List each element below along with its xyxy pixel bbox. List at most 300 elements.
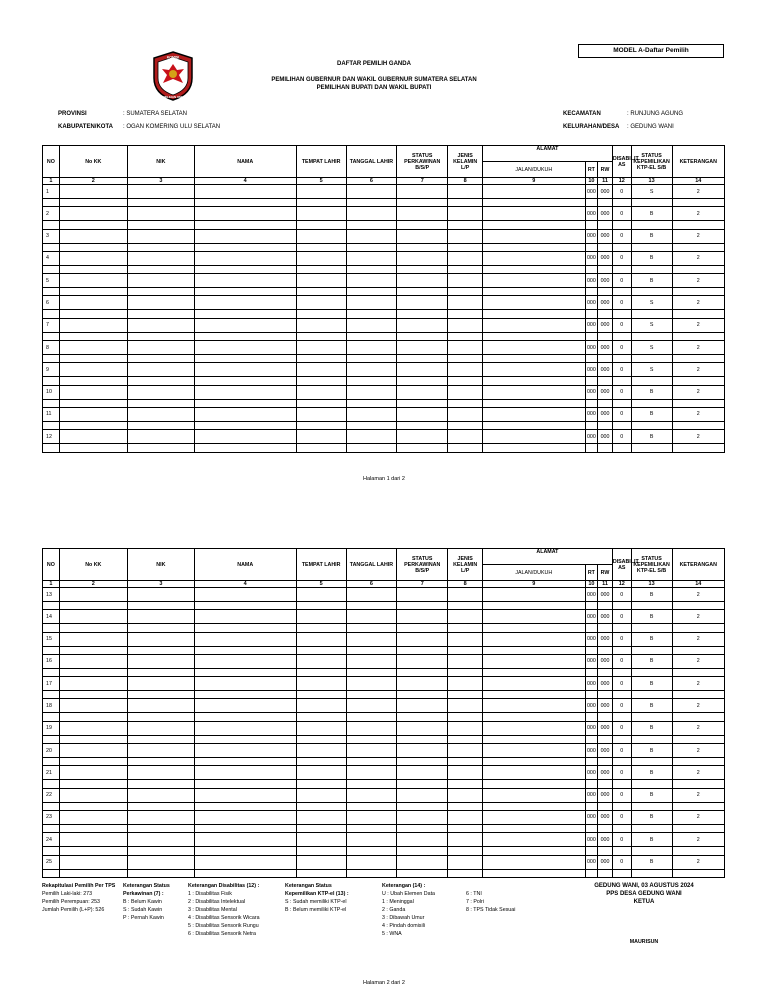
- row-spacer: [59, 691, 127, 699]
- col-keterangan: KETERANGAN: [672, 146, 724, 178]
- row-rt: 000: [585, 632, 598, 646]
- row-jalan-dukuh: [482, 407, 585, 421]
- row-spacer: [598, 780, 613, 788]
- row-disabilitas: 0: [612, 341, 631, 355]
- row-spacer: [346, 221, 396, 229]
- model-label: MODEL A-Daftar Pemilih: [578, 44, 724, 58]
- row-nik: [127, 296, 194, 310]
- row-tanggal-lahir: [346, 229, 396, 243]
- row-spacer: [598, 265, 613, 273]
- row-spacer: [59, 399, 127, 407]
- row-spacer: [598, 869, 613, 877]
- voter-table-page-1: [42, 145, 725, 453]
- row-status-perkawinan: [397, 677, 448, 691]
- column-index: 8: [448, 178, 483, 185]
- row-rw: 000: [598, 385, 613, 399]
- row-spacer: [598, 199, 613, 207]
- perkawinan-title-2: Perkawinan (7) :: [123, 891, 164, 897]
- row-no-kk: [59, 810, 127, 824]
- row-nik: [127, 363, 194, 377]
- table-row: [43, 766, 725, 780]
- row-rw: 000: [598, 318, 613, 332]
- row-nama: [194, 588, 296, 602]
- table-row: [43, 699, 725, 713]
- row-tanggal-lahir: [346, 788, 396, 802]
- row-spacer: [631, 824, 672, 832]
- row-spacer: [631, 735, 672, 743]
- row-ktp-el: B: [631, 274, 672, 288]
- row-spacer: [448, 332, 483, 340]
- row-spacer: [672, 847, 724, 855]
- row-spacer: [448, 221, 483, 229]
- row-no: 6: [43, 296, 60, 310]
- column-index: 4: [194, 581, 296, 588]
- row-spacer: [448, 758, 483, 766]
- row-tanggal-lahir: [346, 341, 396, 355]
- row-spacer: [296, 713, 346, 721]
- row-spacer: [194, 399, 296, 407]
- row-rw: 000: [598, 721, 613, 735]
- provinsi-label: PROVINSI: [58, 111, 87, 117]
- sign-role: KETUA: [633, 899, 655, 905]
- col-no: NO: [43, 549, 60, 581]
- table-row: [43, 430, 725, 444]
- row-spacer: [346, 602, 396, 610]
- row-spacer: [346, 780, 396, 788]
- row-spacer: [631, 377, 672, 385]
- row-no: 8: [43, 341, 60, 355]
- row-spacer: [598, 332, 613, 340]
- rekap-line: Pemilih Perempuan: 253: [42, 899, 101, 905]
- kabupaten-label: KABUPATEN/KOTA: [58, 124, 113, 130]
- row-rw: 000: [598, 207, 613, 221]
- column-index: 6: [346, 581, 396, 588]
- row-spacer: [127, 332, 194, 340]
- row-spacer: [43, 332, 60, 340]
- row-spacer: [448, 869, 483, 877]
- row-spacer: [59, 444, 127, 452]
- row-jenis-kelamin: [448, 833, 483, 847]
- row-no: 20: [43, 744, 60, 758]
- row-nik: [127, 721, 194, 735]
- row-nama: [194, 699, 296, 713]
- row-spacer: [59, 780, 127, 788]
- row-jenis-kelamin: [448, 632, 483, 646]
- row-spacer: [482, 802, 585, 810]
- document-subtitle-1: PEMILIHAN GUBERNUR DAN WAKIL GUBERNUR SUMATERA SELATAN: [271, 77, 477, 83]
- row-nama: [194, 744, 296, 758]
- row-spacer: [482, 713, 585, 721]
- row-spacer: [482, 355, 585, 363]
- row-rt: 000: [585, 274, 598, 288]
- table-row: [43, 588, 725, 602]
- row-spacer: [59, 758, 127, 766]
- row-spacer: [59, 869, 127, 877]
- row-ktp-el: B: [631, 407, 672, 421]
- row-spacer: [127, 824, 194, 832]
- row-tempat-lahir: [296, 207, 346, 221]
- row-spacer: [59, 310, 127, 318]
- row-spacer: [672, 780, 724, 788]
- row-spacer: [672, 668, 724, 676]
- row-nama: [194, 677, 296, 691]
- row-spacer: [296, 199, 346, 207]
- row-nama: [194, 610, 296, 624]
- keterangan-line: 5 : WNA: [382, 931, 402, 937]
- row-status-perkawinan: [397, 788, 448, 802]
- row-no-kk: [59, 296, 127, 310]
- table-row: [43, 654, 725, 668]
- row-spacer: [397, 735, 448, 743]
- row-tempat-lahir: [296, 363, 346, 377]
- row-nik: [127, 654, 194, 668]
- row-tempat-lahir: [296, 632, 346, 646]
- row-spacer: [194, 288, 296, 296]
- row-spacer: [43, 847, 60, 855]
- logo-bottom-text: PEMILIHAN UMUM: [159, 95, 187, 99]
- table-row: [43, 318, 725, 332]
- row-spacer: [585, 355, 598, 363]
- row-spacer: [43, 265, 60, 273]
- row-no: 16: [43, 654, 60, 668]
- row-spacer: [296, 824, 346, 832]
- row-rt: 000: [585, 407, 598, 421]
- row-ktp-el: B: [631, 430, 672, 444]
- row-spacer: [346, 713, 396, 721]
- row-spacer: [598, 735, 613, 743]
- row-ktp-el: S: [631, 296, 672, 310]
- row-nama: [194, 855, 296, 869]
- row-spacer: [397, 780, 448, 788]
- row-spacer: [397, 243, 448, 251]
- col-tempat-lahir: TEMPAT LAHIR: [296, 549, 346, 581]
- row-disabilitas: 0: [612, 833, 631, 847]
- row-spacer: [43, 310, 60, 318]
- row-no: 14: [43, 610, 60, 624]
- row-spacer: [448, 265, 483, 273]
- row-spacer: [346, 288, 396, 296]
- row-spacer: [631, 713, 672, 721]
- row-tempat-lahir: [296, 229, 346, 243]
- col-nama: NAMA: [194, 146, 296, 178]
- row-jenis-kelamin: [448, 430, 483, 444]
- row-spacer: [397, 288, 448, 296]
- row-spacer: [127, 802, 194, 810]
- row-status-perkawinan: [397, 810, 448, 824]
- row-spacer: [585, 646, 598, 654]
- row-ktp-el: S: [631, 363, 672, 377]
- row-spacer: [346, 265, 396, 273]
- row-spacer: [59, 624, 127, 632]
- row-spacer: [43, 243, 60, 251]
- page-2-footer: Halaman 2 dari 2: [363, 980, 405, 986]
- row-rt: 000: [585, 296, 598, 310]
- row-rw: 000: [598, 274, 613, 288]
- row-no-kk: [59, 855, 127, 869]
- row-status-perkawinan: [397, 610, 448, 624]
- row-spacer: [598, 399, 613, 407]
- row-spacer: [672, 758, 724, 766]
- row-spacer: [296, 377, 346, 385]
- row-jalan-dukuh: [482, 385, 585, 399]
- col-keterangan: KETERANGAN: [672, 549, 724, 581]
- row-spacer: [598, 713, 613, 721]
- row-ktp-el: S: [631, 185, 672, 199]
- row-rw: 000: [598, 632, 613, 646]
- row-spacer: [672, 221, 724, 229]
- row-jenis-kelamin: [448, 385, 483, 399]
- row-status-perkawinan: [397, 430, 448, 444]
- row-jenis-kelamin: [448, 274, 483, 288]
- row-tempat-lahir: [296, 699, 346, 713]
- table-row: [43, 185, 725, 199]
- row-tanggal-lahir: [346, 407, 396, 421]
- row-spacer: [631, 691, 672, 699]
- row-spacer: [346, 332, 396, 340]
- row-spacer: [672, 421, 724, 429]
- row-nik: [127, 251, 194, 265]
- row-spacer: [585, 624, 598, 632]
- row-spacer: [194, 265, 296, 273]
- row-rt: 000: [585, 654, 598, 668]
- row-rw: 000: [598, 833, 613, 847]
- row-nama: [194, 810, 296, 824]
- row-jalan-dukuh: [482, 274, 585, 288]
- row-spacer: [482, 444, 585, 452]
- row-spacer: [43, 646, 60, 654]
- row-disabilitas: 0: [612, 766, 631, 780]
- row-jalan-dukuh: [482, 430, 585, 444]
- row-spacer: [612, 824, 631, 832]
- row-nama: [194, 385, 296, 399]
- row-spacer: [43, 802, 60, 810]
- row-spacer: [194, 310, 296, 318]
- row-jenis-kelamin: [448, 766, 483, 780]
- row-spacer: [612, 243, 631, 251]
- row-spacer: [448, 199, 483, 207]
- row-nama: [194, 721, 296, 735]
- col-jalan-dukuh: JALAN/DUKUH: [482, 565, 585, 581]
- row-rt: 000: [585, 610, 598, 624]
- row-spacer: [127, 713, 194, 721]
- row-spacer: [585, 847, 598, 855]
- row-ktp-el: B: [631, 385, 672, 399]
- row-spacer: [59, 668, 127, 676]
- row-spacer: [127, 691, 194, 699]
- row-tanggal-lahir: [346, 699, 396, 713]
- perkawinan-legend: [123, 882, 170, 922]
- row-jenis-kelamin: [448, 810, 483, 824]
- row-spacer: [397, 691, 448, 699]
- row-spacer: [598, 377, 613, 385]
- row-spacer: [672, 332, 724, 340]
- row-status-perkawinan: [397, 363, 448, 377]
- row-jalan-dukuh: [482, 699, 585, 713]
- row-no-kk: [59, 610, 127, 624]
- row-no-kk: [59, 699, 127, 713]
- ktp-title: Keterangan Status: [285, 883, 332, 889]
- row-jalan-dukuh: [482, 654, 585, 668]
- row-spacer: [585, 221, 598, 229]
- row-spacer: [127, 355, 194, 363]
- row-spacer: [194, 602, 296, 610]
- col-rw: RW: [598, 565, 613, 581]
- row-spacer: [43, 377, 60, 385]
- row-rt: 000: [585, 833, 598, 847]
- page-1-footer: Halaman 1 dari 2: [363, 476, 405, 482]
- document-subtitle-2: PEMILIHAN BUPATI DAN WAKIL BUPATI: [316, 85, 432, 91]
- row-tempat-lahir: [296, 677, 346, 691]
- row-no: 12: [43, 430, 60, 444]
- row-no: 9: [43, 363, 60, 377]
- column-index: 1: [43, 581, 60, 588]
- row-jalan-dukuh: [482, 855, 585, 869]
- row-jenis-kelamin: [448, 588, 483, 602]
- row-spacer: [482, 735, 585, 743]
- row-spacer: [448, 668, 483, 676]
- row-disabilitas: 0: [612, 855, 631, 869]
- row-spacer: [43, 713, 60, 721]
- row-nama: [194, 766, 296, 780]
- row-spacer: [43, 221, 60, 229]
- row-spacer: [631, 802, 672, 810]
- row-rt: 000: [585, 721, 598, 735]
- row-spacer: [194, 332, 296, 340]
- keterangan-line: 8 : TPS Tidak Sesuai: [466, 907, 516, 913]
- row-spacer: [296, 869, 346, 877]
- row-spacer: [631, 668, 672, 676]
- table-row: [43, 744, 725, 758]
- row-disabilitas: 0: [612, 407, 631, 421]
- row-rw: 000: [598, 363, 613, 377]
- column-index: 13: [631, 581, 672, 588]
- row-tanggal-lahir: [346, 296, 396, 310]
- row-spacer: [448, 421, 483, 429]
- row-jalan-dukuh: [482, 766, 585, 780]
- row-spacer: [346, 399, 396, 407]
- row-tanggal-lahir: [346, 207, 396, 221]
- row-spacer: [612, 444, 631, 452]
- row-nik: [127, 744, 194, 758]
- row-spacer: [672, 646, 724, 654]
- row-spacer: [296, 646, 346, 654]
- row-spacer: [598, 824, 613, 832]
- row-nik: [127, 766, 194, 780]
- perkawinan-line: S : Sudah Kawin: [123, 907, 163, 913]
- row-spacer: [194, 199, 296, 207]
- row-spacer: [346, 847, 396, 855]
- row-spacer: [482, 421, 585, 429]
- row-spacer: [598, 243, 613, 251]
- row-spacer: [482, 377, 585, 385]
- document-title: DAFTAR PEMILIH GANDA: [337, 61, 411, 67]
- keterangan-legend-2: [466, 890, 515, 914]
- row-jenis-kelamin: [448, 721, 483, 735]
- col-jenis-kelamin: JENIS KELAMIN L/P: [448, 146, 483, 178]
- row-spacer: [43, 288, 60, 296]
- column-index: 14: [672, 178, 724, 185]
- col-no-kk: No KK: [59, 549, 127, 581]
- keterangan-line: 6 : TNI: [466, 891, 482, 897]
- row-spacer: [631, 288, 672, 296]
- row-keterangan: 2: [672, 251, 724, 265]
- col-jenis-kelamin: JENIS KELAMIN L/P: [448, 549, 483, 581]
- row-spacer: [397, 421, 448, 429]
- row-disabilitas: 0: [612, 229, 631, 243]
- row-spacer: [127, 221, 194, 229]
- kecamatan-value: : RUNJUNG AGUNG: [627, 111, 684, 117]
- row-spacer: [346, 802, 396, 810]
- row-spacer: [585, 399, 598, 407]
- row-tanggal-lahir: [346, 185, 396, 199]
- row-spacer: [346, 758, 396, 766]
- row-jenis-kelamin: [448, 699, 483, 713]
- row-spacer: [127, 399, 194, 407]
- row-nik: [127, 229, 194, 243]
- row-spacer: [397, 444, 448, 452]
- row-keterangan: 2: [672, 363, 724, 377]
- row-nik: [127, 588, 194, 602]
- row-spacer: [346, 355, 396, 363]
- row-spacer: [296, 802, 346, 810]
- row-spacer: [598, 758, 613, 766]
- disabilitas-line: 6 : Disabilitas Sensorik Netra: [188, 931, 257, 937]
- row-nik: [127, 833, 194, 847]
- table-row: [43, 363, 725, 377]
- row-spacer: [346, 869, 396, 877]
- row-disabilitas: 0: [612, 363, 631, 377]
- row-spacer: [612, 221, 631, 229]
- row-jalan-dukuh: [482, 610, 585, 624]
- row-no: 13: [43, 588, 60, 602]
- row-spacer: [612, 399, 631, 407]
- row-status-perkawinan: [397, 588, 448, 602]
- row-jalan-dukuh: [482, 318, 585, 332]
- row-tempat-lahir: [296, 274, 346, 288]
- row-tanggal-lahir: [346, 632, 396, 646]
- row-nik: [127, 341, 194, 355]
- logo-top-text: KOMISI: [166, 55, 180, 60]
- row-spacer: [585, 713, 598, 721]
- row-spacer: [612, 758, 631, 766]
- row-spacer: [631, 221, 672, 229]
- row-tanggal-lahir: [346, 610, 396, 624]
- row-tempat-lahir: [296, 251, 346, 265]
- row-keterangan: 2: [672, 833, 724, 847]
- row-spacer: [397, 310, 448, 318]
- row-spacer: [482, 758, 585, 766]
- row-rw: 000: [598, 855, 613, 869]
- row-spacer: [346, 199, 396, 207]
- row-spacer: [127, 735, 194, 743]
- row-spacer: [612, 847, 631, 855]
- row-nama: [194, 833, 296, 847]
- kelurahan-label: KELURAHAN/DESA: [563, 124, 620, 130]
- column-index: 5: [296, 178, 346, 185]
- row-nik: [127, 788, 194, 802]
- row-tanggal-lahir: [346, 363, 396, 377]
- row-spacer: [631, 355, 672, 363]
- row-spacer: [482, 332, 585, 340]
- row-spacer: [43, 199, 60, 207]
- row-no: 18: [43, 699, 60, 713]
- disabilitas-line: 1 : Disabilitas Fisik: [188, 891, 232, 897]
- table-row: [43, 833, 725, 847]
- row-status-perkawinan: [397, 274, 448, 288]
- column-index: 7: [397, 178, 448, 185]
- column-index: 5: [296, 581, 346, 588]
- row-spacer: [672, 355, 724, 363]
